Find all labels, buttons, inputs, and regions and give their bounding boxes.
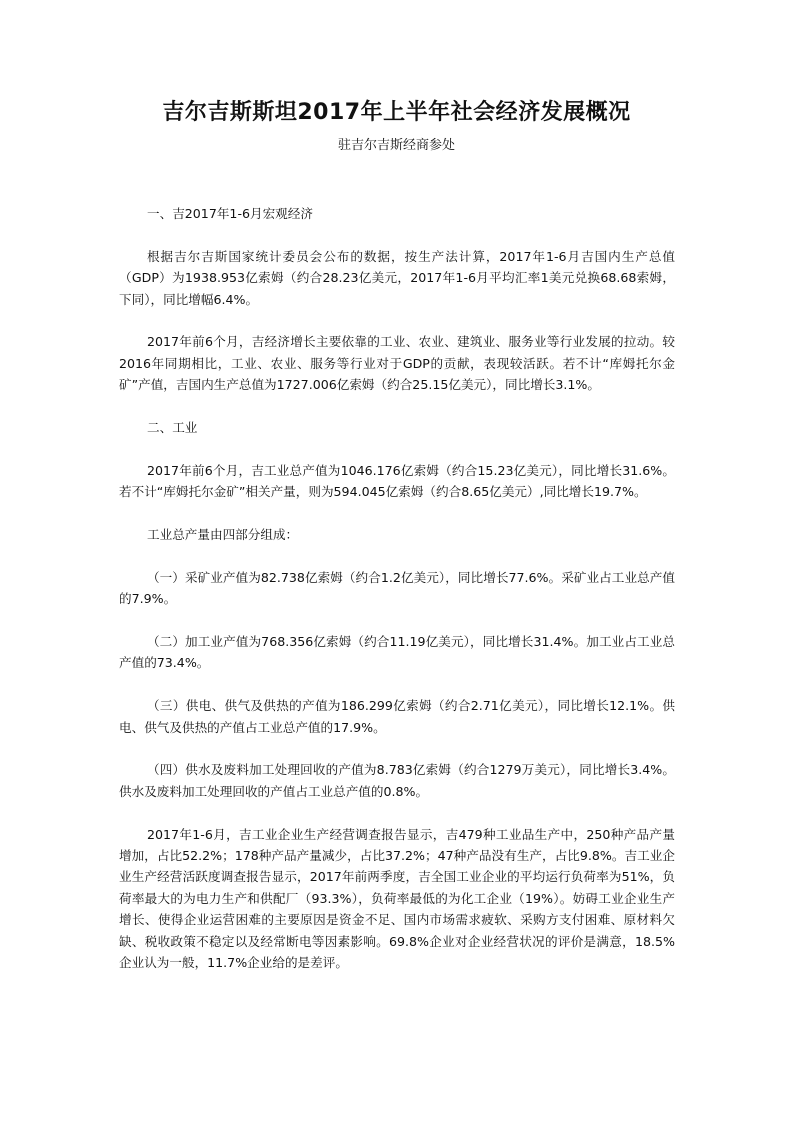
document-title: 吉尔吉斯斯坦2017年上半年社会经济发展概况 — [162, 100, 631, 125]
paragraph-utilities: （三）供电、供气及供热的产值为186.299亿索姆（约合2.71亿美元），同比增长12.1%。供电、供气及供热的产值占工业总产值的17.9%。 — [119, 698, 675, 735]
paragraph-mining: （一）采矿业产值为82.738亿索姆（约合1.2亿美元），同比增长77.6%。采矿业占工业总产值的7.9%。 — [119, 569, 675, 607]
section-heading-macroeconomy: 一、吉2017年1-6月宏观经济 — [147, 206, 313, 221]
section-heading-industry: 二、工业 — [147, 420, 198, 436]
document-body — [119, 203, 675, 995]
paragraph-water-waste: （四）供水及废料加工处理回收的产值为8.783亿索姆（约合1279万美元），同比增长3.4%。供水及废料加工处理回收的产值占工业总产值的0.8%。 — [119, 762, 675, 799]
paragraph-processing: （二）加工业产值为768.356亿索姆（约合11.19亿美元），同比增长31.4%。加工业占工业总产值的73.4%。 — [119, 634, 675, 671]
paragraph-industry-output: 2017年前6个月，吉工业总产值为1046.176亿索姆（约合15.23亿美元），同比增长31.6%。若不计“库姆托尔金矿”相关产量，则为594.045亿索姆（约合8.65亿美元）,同比增长19.7%。 — [119, 462, 675, 500]
paragraph-industry-composition: 工业总产量由四部分组成： — [147, 527, 299, 543]
paragraph-gdp: 根据吉尔吉斯国家统计委员会公布的数据，按生产法计算，2017年1-6月吉国内生产总值（GDP）为1938.953亿索姆（约合28.23亿美元，2017年1-6月平均汇率1美元兑换68.68索姆，下同），同比增幅6.4%。 — [119, 248, 675, 307]
paragraph-enterprise-survey: 2017年1-6月，吉工业企业生产经营调查报告显示，吉479种工业品生产中，250种产品产量增加，占比52.2%；178种产品产量减少，占比37.2%；47种产品没有生产，占比9.8%。吉工业企业生产经营活跃度调查报告显示，2017年前两季度，吉全国工业企业的平均运行负荷率为51%，负荷率最大的为电力生产和供配厂（93.3%），负荷率最低的为化工企业（19%）。妨碍工业企业生产增长、使得企业运营困难的主要原因是资金不足、国内市场需求疲软、采购方支付困难、原材料欠缺、税收政策不稳定以及经常断电等因素影响。69.8%企业对企业经营状况的评价是满意，18.5%企业认为一般，11.7%企业给的是差评。 — [119, 826, 675, 971]
document-author: 驻吉尔吉斯经商参处 — [337, 138, 455, 153]
paragraph-growth-drivers: 2017年前6个月，吉经济增长主要依靠的工业、农业、建筑业、服务业等行业发展的拉动。较2016年同期相比，工业、农业、服务等行业对于GDP的贡献，表现较活跃。若不计“库姆托尔金矿”产值，吉国内生产总值为1727.006亿索姆（约合25.15亿美元），同比增长3.1%。 — [119, 334, 675, 393]
